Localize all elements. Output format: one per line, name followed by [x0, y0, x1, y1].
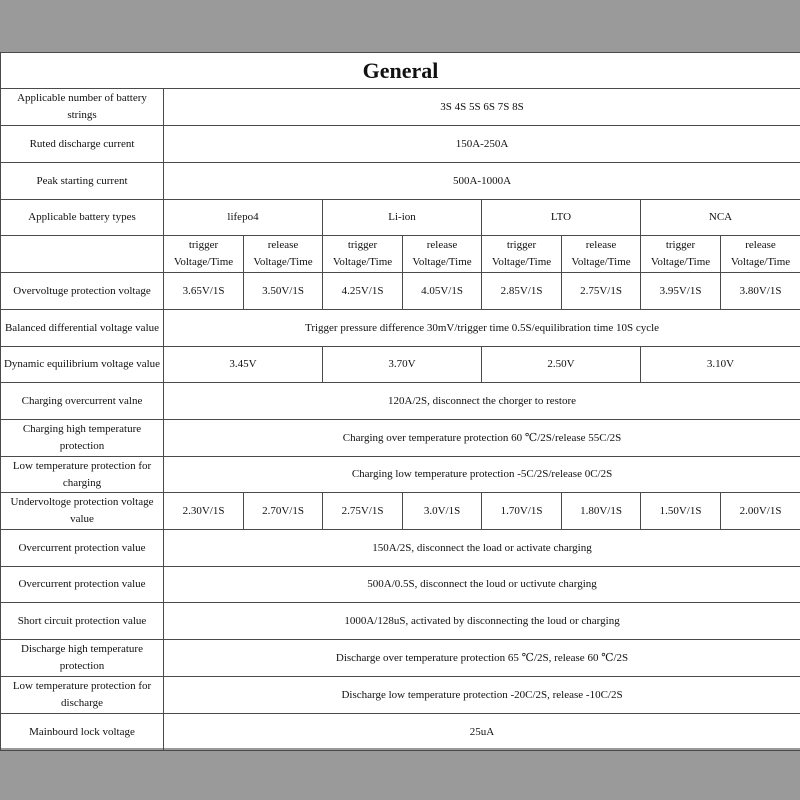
row-label: Overcurrent protection value	[1, 530, 164, 567]
row-value: 150A/2S, disconnect the load or activate charging	[164, 530, 800, 567]
value-cell: 3.65V/1S	[164, 273, 244, 310]
trigger-header	[482, 236, 562, 273]
battery-type-cell: LTO	[482, 200, 641, 236]
table-row	[1, 347, 800, 383]
value-cell: 3.50V/1S	[244, 273, 323, 310]
trigger-label: trigger	[347, 239, 378, 251]
table-row	[1, 603, 800, 640]
value-cell: 3.10V	[641, 347, 800, 383]
table-row	[1, 567, 800, 603]
trigger-header	[164, 236, 244, 273]
table-row	[1, 677, 800, 714]
release-label: release	[267, 239, 299, 251]
value-cell: 1.70V/1S	[482, 493, 562, 530]
row-label: Overcurrent protection value	[1, 567, 164, 603]
row-value: 120A/2S, disconnect the chorger to restore	[164, 383, 800, 420]
row-label: Charging high temperature protection	[1, 420, 164, 457]
row-value: 1000A/128uS, activated by disconnecting the loud or charging	[164, 603, 800, 640]
release-header	[721, 236, 800, 273]
row-label: Low temperature protection for charging	[1, 457, 164, 493]
row-value: 25uA	[164, 714, 800, 751]
value-cell: 3.95V/1S	[641, 273, 721, 310]
table-row	[1, 236, 800, 273]
spec-table	[0, 52, 800, 751]
row-label	[1, 236, 164, 273]
value-cell: 2.85V/1S	[482, 273, 562, 310]
row-label: Overvoltuge protection voltage	[1, 273, 164, 310]
table-row	[1, 530, 800, 567]
release-label: release	[426, 239, 458, 251]
release-header	[403, 236, 482, 273]
table-row	[1, 640, 800, 677]
row-label: Mainbourd lock voltage	[1, 714, 164, 751]
spec-sheet	[0, 52, 800, 748]
value-cell: 2.75V/1S	[562, 273, 641, 310]
row-label: Ruted discharge current	[1, 126, 164, 163]
value-cell: 2.00V/1S	[721, 493, 800, 530]
release-label: release	[585, 239, 617, 251]
table-row	[1, 53, 800, 89]
voltage-time-label: Voltage/Time	[253, 256, 313, 268]
voltage-time-label: Voltage/Time	[650, 256, 711, 268]
row-label: Discharge high temperature protection	[1, 640, 164, 677]
value-cell: 1.50V/1S	[641, 493, 721, 530]
value-cell: 2.75V/1S	[323, 493, 403, 530]
table-row	[1, 126, 800, 163]
row-value: Discharge low temperature protection -20C/2S, release -10C/2S	[164, 677, 800, 714]
voltage-time-label: Voltage/Time	[332, 256, 393, 268]
value-cell: 3.45V	[164, 347, 323, 383]
release-header	[562, 236, 641, 273]
row-value: Trigger pressure difference 30mV/trigger time 0.5S/equilibration time 10S cycle	[164, 310, 800, 347]
value-cell: 2.30V/1S	[164, 493, 244, 530]
trigger-label: trigger	[665, 239, 696, 251]
trigger-header	[323, 236, 403, 273]
row-value: 500A-1000A	[164, 163, 800, 200]
row-label: Balanced differential voltage value	[1, 310, 164, 347]
value-cell: 4.05V/1S	[403, 273, 482, 310]
table-row	[1, 200, 800, 236]
trigger-label: trigger	[188, 239, 219, 251]
value-cell: 1.80V/1S	[562, 493, 641, 530]
value-cell: 3.0V/1S	[403, 493, 482, 530]
table-row	[1, 457, 800, 493]
value-cell: 3.70V	[323, 347, 482, 383]
value-cell: 4.25V/1S	[323, 273, 403, 310]
page-title: General	[1, 53, 800, 89]
row-label: Applicable number of battery strings	[1, 89, 164, 126]
row-label: Short circuit protection value	[1, 603, 164, 640]
trigger-header	[641, 236, 721, 273]
row-value: Charging low temperature protection -5C/2S/release 0C/2S	[164, 457, 800, 493]
table-row	[1, 163, 800, 200]
voltage-time-label: Voltage/Time	[571, 256, 631, 268]
row-value: 150A-250A	[164, 126, 800, 163]
battery-type-cell: lifepo4	[164, 200, 323, 236]
table-row	[1, 273, 800, 310]
battery-type-cell: Li-ion	[323, 200, 482, 236]
table-row	[1, 493, 800, 530]
voltage-time-label: Voltage/Time	[412, 256, 472, 268]
release-label: release	[745, 239, 776, 251]
table-row	[1, 420, 800, 457]
value-cell: 2.50V	[482, 347, 641, 383]
trigger-label: trigger	[506, 239, 537, 251]
table-row	[1, 714, 800, 751]
value-cell: 3.80V/1S	[721, 273, 800, 310]
row-label: Peak starting current	[1, 163, 164, 200]
release-header	[244, 236, 323, 273]
row-value: Charging over temperature protection 60 ℃/2S/release 55C/2S	[164, 420, 800, 457]
row-value: 3S 4S 5S 6S 7S 8S	[164, 89, 800, 126]
row-label: Charging overcurrent valne	[1, 383, 164, 420]
voltage-time-label: Voltage/Time	[173, 256, 234, 268]
table-row	[1, 310, 800, 347]
voltage-time-label: Voltage/Time	[730, 256, 791, 268]
voltage-time-label: Voltage/Time	[491, 256, 552, 268]
row-label: Low temperature protection for discharge	[1, 677, 164, 714]
row-label: Applicable battery types	[1, 200, 164, 236]
value-cell: 2.70V/1S	[244, 493, 323, 530]
row-value: Discharge over temperature protection 65 ℃/2S, release 60 ℃/2S	[164, 640, 800, 677]
row-value: 500A/0.5S, disconnect the loud or uctivute charging	[164, 567, 800, 603]
row-label: Dynamic equilibrium voltage value	[1, 347, 164, 383]
table-row	[1, 383, 800, 420]
table-row	[1, 89, 800, 126]
battery-type-cell: NCA	[641, 200, 800, 236]
row-label: Undervoltoge protection voltage value	[1, 493, 164, 530]
